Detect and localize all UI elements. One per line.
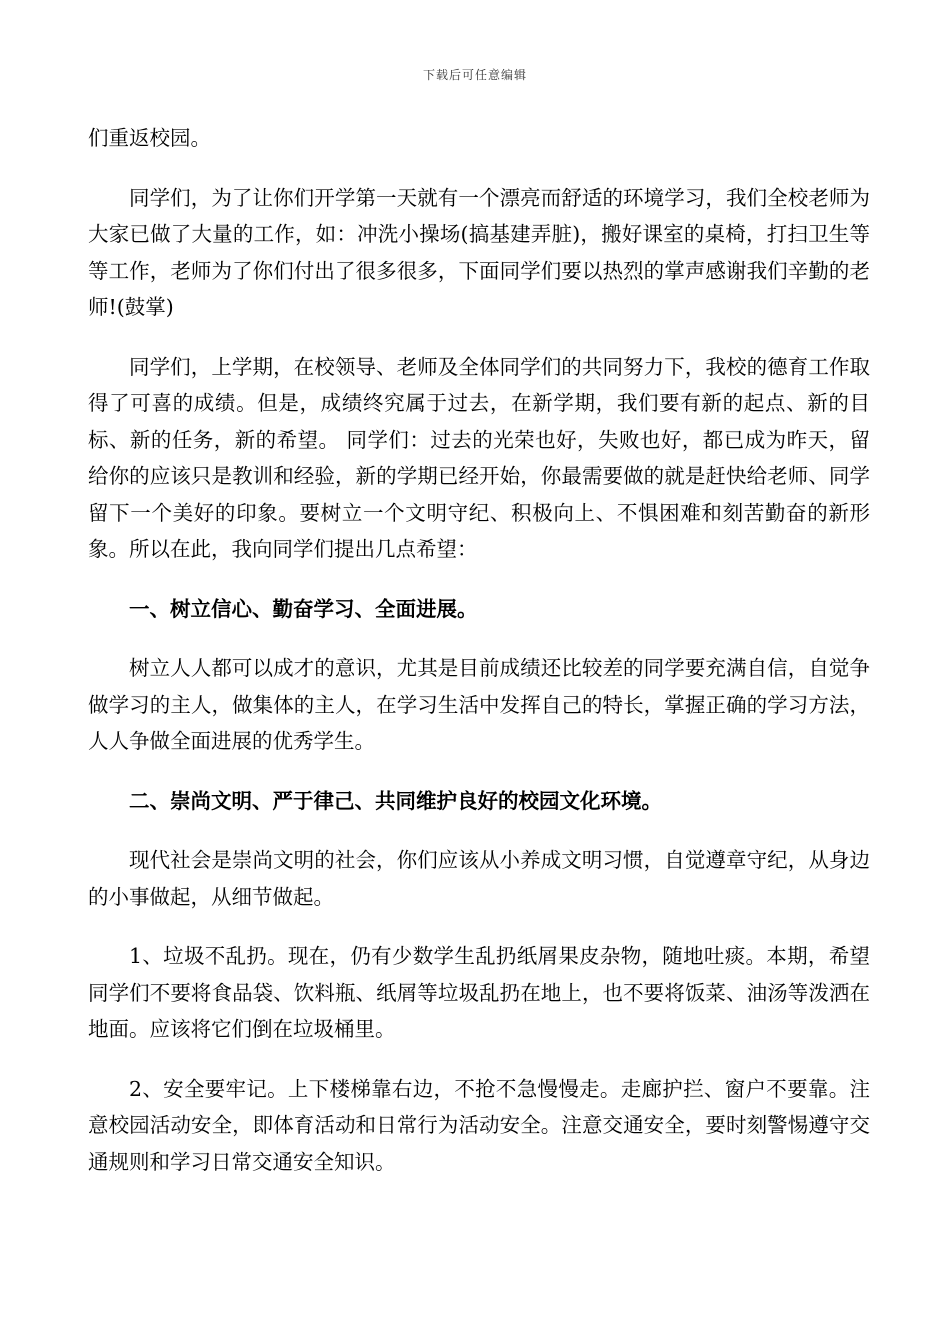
header-note: 下载后可任意编辑 <box>422 68 527 82</box>
section-heading-2: 二、崇尚文明、严于律己、共同维护良好的校园文化环境。 <box>129 788 662 813</box>
section-heading-1: 一、树立信心、勤奋学习、全面进展。 <box>129 596 478 621</box>
document-body <box>88 120 870 1203</box>
paragraph-new-semester: 同学们，上学期，在校领导、老师及全体同学们的共同努力下，我校的德育工作取得了可喜的成绩。但是，成绩终究属于过去，在新学期，我们要有新的起点、新的目标、新的任务，新的希望。 同学们：过去的光荣也好，失败也好，都已成为昨天，留给你的应该只是教训和经验，新的学期已经开始，你最需要做的就是赶快给老师、同学留下一个美好的印象。要树立一个文明守纪、积极向上、不惧困难和刻苦勤奋的新形象。所以在此，我向同学们提出几点希望： <box>88 354 870 561</box>
paragraph-civilization: 现代社会是崇尚文明的社会，你们应该从小养成文明习惯，自觉遵章守纪，从身边的小事做起，从细节做起。 <box>88 848 870 909</box>
paragraph-confidence: 树立人人都可以成才的意识，尤其是目前成绩还比较差的同学要充满自信，自觉争做学习的主人，做集体的主人，在学习生活中发挥自己的特长，掌握正确的学习方法，人人争做全面进展的优秀学生。 <box>88 656 870 753</box>
paragraph-safety: 2、安全要牢记。上下楼梯靠右边，不抢不急慢慢走。走廊护拦、窗户不要靠。注意校园活动安全，即体育活动和日常行为活动安全。注意交通安全，要时刻警惕遵守交通规则和学习日常交通安全知识。 <box>88 1076 870 1174</box>
paragraph-teachers-work: 同学们，为了让你们开学第一天就有一个漂亮而舒适的环境学习，我们全校老师为大家已做了大量的工作，如：冲洗小操场(搞基建弄脏)，搬好课室的桌椅，打扫卫生等等工作，老师为了你们付出了很多很多，下面同学们要以热烈的掌声感谢我们辛勤的老师!(鼓掌) <box>88 185 870 319</box>
paragraph-continuation: 们重返校园。 <box>88 126 211 150</box>
paragraph-litter: 1、垃圾不乱扔。现在，仍有少数学生乱扔纸屑果皮杂物，随地吐痰。本期，希望同学们不要将食品袋、饮料瓶、纸屑等垃圾乱扔在地上，也不要将饭菜、油汤等泼洒在地面。应该将它们倒在垃圾桶里。 <box>88 944 870 1041</box>
